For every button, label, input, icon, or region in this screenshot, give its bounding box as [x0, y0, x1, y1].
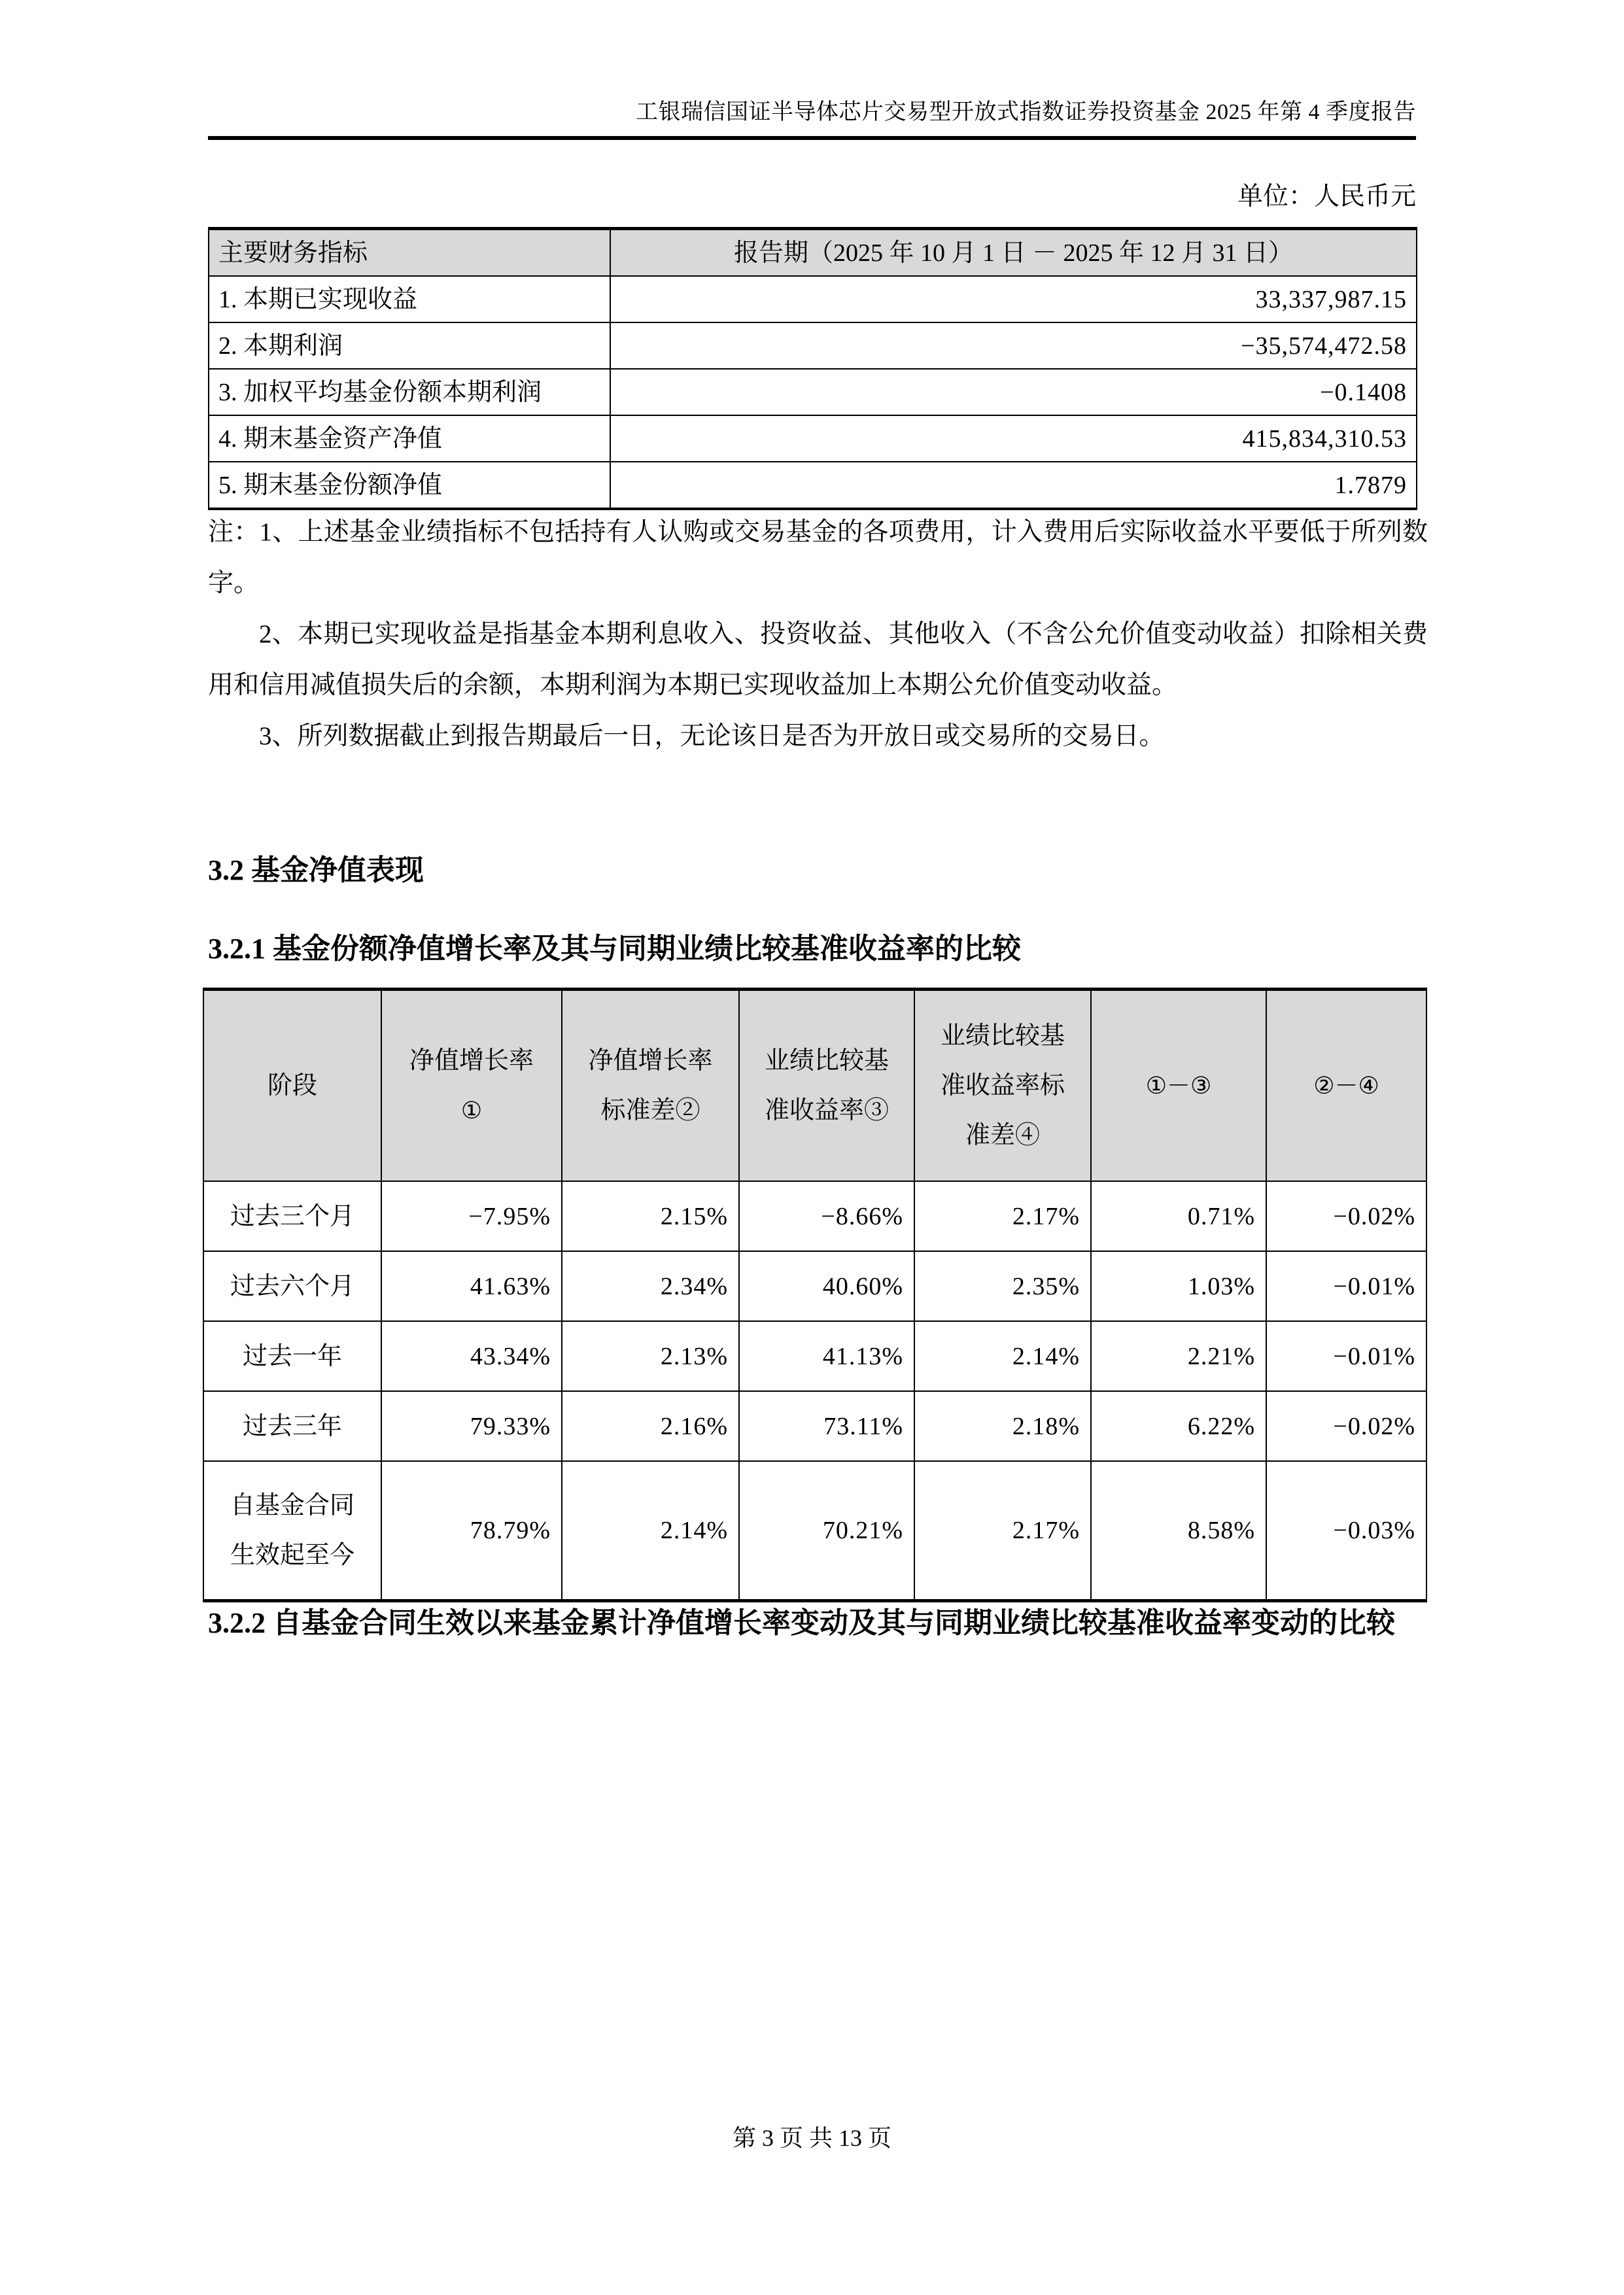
header-line: 标准差②	[600, 1097, 700, 1124]
section-heading-3-2: 3.2 基金净值表现	[208, 854, 424, 886]
bench-return-value: 41.13%	[739, 1321, 914, 1391]
header-line: 准收益率③	[764, 1097, 889, 1124]
nav-std-value: 2.14%	[562, 1461, 739, 1601]
diff-24-value: −0.02%	[1266, 1391, 1426, 1461]
header-line: 准差④	[965, 1122, 1040, 1149]
table-row	[209, 415, 1417, 462]
diff-13-value: 1.03%	[1091, 1251, 1266, 1321]
header-line: ①	[460, 1097, 483, 1124]
diff-24-value: −0.01%	[1266, 1321, 1426, 1391]
table-header-row	[209, 229, 1417, 277]
header-line: 阶段	[267, 1072, 317, 1099]
row-value: −0.1408	[610, 369, 1417, 415]
header-line: 准收益率标	[940, 1072, 1065, 1099]
column-header-nav-std	[562, 990, 739, 1182]
row-label: 4. 期末基金资产净值	[209, 415, 610, 462]
table-row	[203, 1251, 1426, 1321]
section-heading-3-2-1: 3.2.1 基金份额净值增长率及其与同期业绩比较基准收益率的比较	[208, 933, 1021, 965]
nav-growth-value: 41.63%	[381, 1251, 562, 1321]
header-rule	[208, 136, 1416, 140]
bench-std-value: 2.35%	[914, 1251, 1091, 1321]
diff-24-value: −0.03%	[1266, 1461, 1426, 1601]
table-row	[209, 322, 1417, 369]
table-row	[203, 1391, 1426, 1461]
stage-label: 过去六个月	[203, 1251, 381, 1321]
nav-std-value: 2.16%	[562, 1391, 739, 1461]
note-1: 注：1、上述基金业绩指标不包括持有人认购或交易基金的各项费用，计入费用后实际收益水平要低于所列数字。	[208, 518, 1428, 597]
stage-label: 过去一年	[203, 1321, 381, 1391]
header-line: 净值增长率	[588, 1047, 713, 1075]
row-label: 3. 加权平均基金份额本期利润	[209, 369, 610, 415]
row-label: 1. 本期已实现收益	[209, 276, 610, 322]
column-header-bench-std	[914, 990, 1091, 1182]
bench-std-value: 2.17%	[914, 1181, 1091, 1251]
column-header-period: 报告期（2025 年 10 月 1 日 － 2025 年 12 月 31 日）	[610, 229, 1417, 277]
diff-13-value: 6.22%	[1091, 1391, 1266, 1461]
bench-std-value: 2.17%	[914, 1461, 1091, 1601]
header-line: 业绩比较基	[940, 1022, 1065, 1050]
nav-std-value: 2.34%	[562, 1251, 739, 1321]
note-3: 3、所列数据截止到报告期最后一日，无论该日是否为开放日或交易所的交易日。	[259, 722, 1165, 750]
diff-24-value: −0.02%	[1266, 1181, 1426, 1251]
nav-std-value: 2.15%	[562, 1181, 739, 1251]
row-label: 5. 期末基金份额净值	[209, 462, 610, 509]
bench-return-value: −8.66%	[739, 1181, 914, 1251]
currency-unit-note: 单位：人民币元	[1237, 182, 1416, 211]
note-2: 2、本期已实现收益是指基金本期利息收入、投资收益、其他收入（不含公允价值变动收益）扣除相关费用和信用减值损失后的余额，本期利润为本期已实现收益加上本期公允价值变动收益。	[208, 620, 1428, 699]
row-label: 2. 本期利润	[209, 322, 610, 369]
row-value: 33,337,987.15	[610, 276, 1417, 322]
table-row	[203, 1321, 1426, 1391]
row-value: 1.7879	[610, 462, 1417, 509]
column-header-bench-return	[739, 990, 914, 1182]
table-header-row	[203, 990, 1426, 1182]
nav-growth-value: 79.33%	[381, 1391, 562, 1461]
bench-std-value: 2.18%	[914, 1391, 1091, 1461]
header-line: 净值增长率	[409, 1047, 534, 1075]
column-header-stage	[203, 990, 381, 1182]
column-header-nav-growth	[381, 990, 562, 1182]
stage-label-line2: 生效起至今	[230, 1542, 354, 1569]
nav-growth-value: 78.79%	[381, 1461, 562, 1601]
bench-return-value: 70.21%	[739, 1461, 914, 1601]
column-header-indicator: 主要财务指标	[209, 229, 610, 277]
financial-table-notes	[208, 507, 1428, 762]
row-value: 415,834,310.53	[610, 415, 1417, 462]
column-header-diff-24	[1266, 990, 1426, 1182]
header-line: ①－③	[1145, 1073, 1212, 1099]
stage-label: 过去三个月	[203, 1181, 381, 1251]
nav-growth-value: −7.95%	[381, 1181, 562, 1251]
table-row	[209, 276, 1417, 322]
table-row	[209, 369, 1417, 415]
financial-indicators-table	[208, 227, 1417, 510]
running-header: 工银瑞信国证半导体芯片交易型开放式指数证券投资基金 2025 年第 4 季度报告	[636, 100, 1416, 124]
bench-return-value: 73.11%	[739, 1391, 914, 1461]
table-row	[203, 1181, 1426, 1251]
table-row	[209, 462, 1417, 509]
diff-13-value: 0.71%	[1091, 1181, 1266, 1251]
row-value: −35,574,472.58	[610, 322, 1417, 369]
nav-growth-value: 43.34%	[381, 1321, 562, 1391]
diff-13-value: 8.58%	[1091, 1461, 1266, 1601]
bench-std-value: 2.14%	[914, 1321, 1091, 1391]
page-footer: 第 3 页 共 13 页	[732, 2125, 891, 2151]
header-line: ②－④	[1313, 1073, 1379, 1099]
table-row	[203, 1461, 1426, 1601]
diff-24-value: −0.01%	[1266, 1251, 1426, 1321]
stage-label	[203, 1461, 381, 1601]
header-line: 业绩比较基	[764, 1047, 889, 1075]
performance-comparison-table	[203, 988, 1427, 1602]
stage-label-line1: 自基金合同	[230, 1492, 354, 1519]
stage-label: 过去三年	[203, 1391, 381, 1461]
diff-13-value: 2.21%	[1091, 1321, 1266, 1391]
section-heading-3-2-2: 3.2.2 自基金合同生效以来基金累计净值增长率变动及其与同期业绩比较基准收益率变动的比较	[208, 1607, 1395, 1639]
nav-std-value: 2.13%	[562, 1321, 739, 1391]
column-header-diff-13	[1091, 990, 1266, 1182]
bench-return-value: 40.60%	[739, 1251, 914, 1321]
